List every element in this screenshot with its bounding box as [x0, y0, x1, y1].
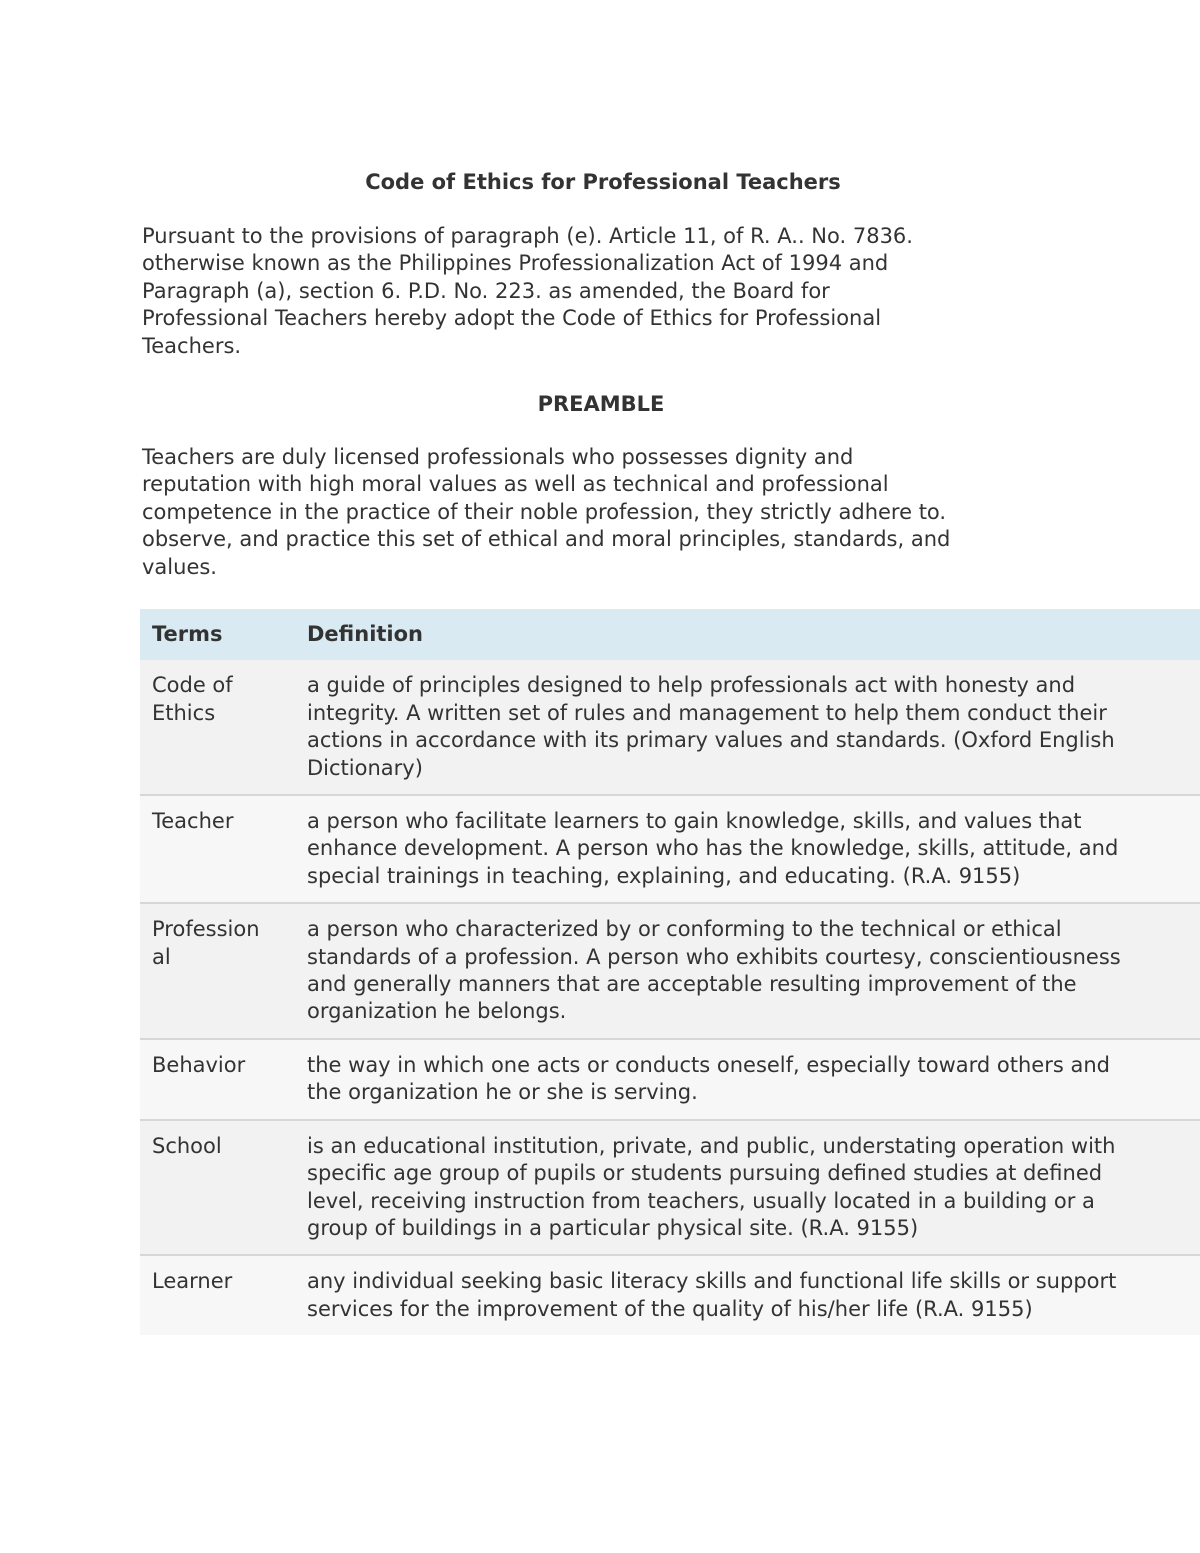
intro-line: otherwise known as the Philippines Professionalization Act of 1994 and [142, 251, 889, 276]
definition-cell [295, 1255, 1200, 1335]
term-text: Learner [152, 1269, 233, 1294]
document-title: Code of Ethics for Professional Teachers [365, 170, 841, 194]
definition-text: group of buildings in a particular physical site. (R.A. 9155) [307, 1215, 919, 1240]
term-text: Ethics [152, 700, 216, 725]
table-header-row [140, 609, 1200, 660]
table-row [140, 1255, 1200, 1335]
definition-text: enhance development. A person who has the knowledge, skills, attitude, and [307, 836, 1119, 861]
term-cell [140, 1120, 295, 1256]
definition-cell [295, 795, 1200, 903]
preamble-line: observe, and practice this set of ethical and moral principles, standards, and [142, 527, 951, 552]
term-cell [140, 660, 295, 795]
table-row [140, 903, 1200, 1039]
intro-line: Teachers. [142, 333, 242, 358]
definition-text: level, receiving instruction from teachers, usually located in a building or a [307, 1188, 1095, 1213]
definition-text: actions in accordance with its primary values and standards. (Oxford English [307, 728, 1115, 753]
definition-text: the way in which one acts or conducts oneself, especially toward others and [307, 1052, 1110, 1077]
terms-definition-table [140, 609, 1200, 1335]
table-row [140, 1039, 1200, 1120]
term-text: Teacher [152, 809, 234, 834]
definition-text: a person who characterized by or conforming to the technical or ethical [307, 917, 1062, 942]
definition-text: special trainings in teaching, explaining, and educating. (R.A. 9155) [307, 863, 1021, 888]
term-text: Behavior [152, 1052, 246, 1077]
definition-cell [295, 660, 1200, 795]
definition-text: specific age group of pupils or students pursuing defined studies at defined [307, 1161, 1103, 1186]
term-cell [140, 903, 295, 1039]
definition-text: integrity. A written set of rules and management to help them conduct their [307, 700, 1107, 725]
definition-text: a guide of principles designed to help professionals act with honesty and [307, 673, 1076, 698]
preamble-heading: PREAMBLE [537, 392, 665, 416]
table-row [140, 1120, 1200, 1256]
intro-line: Professional Teachers hereby adopt the Code of Ethics for Professional [142, 306, 882, 331]
term-text: School [152, 1133, 222, 1158]
table-row [140, 795, 1200, 903]
term-cell [140, 795, 295, 903]
preamble-paragraph [142, 444, 1062, 581]
terms-column-header: Terms [140, 609, 295, 660]
term-cell [140, 1255, 295, 1335]
definition-text: is an educational institution, private, and public, understating operation with [307, 1133, 1116, 1158]
definition-text: standards of a profession. A person who exhibits courtesy, conscientiousness [307, 944, 1121, 969]
definition-cell [295, 1039, 1200, 1120]
preamble-line: reputation with high moral values as well as technical and professional [142, 472, 889, 497]
term-text: Profession [152, 917, 260, 942]
preamble-line: values. [142, 554, 217, 579]
table-row [140, 660, 1200, 795]
definition-text: organization he belongs. [307, 999, 567, 1024]
definition-column-header: Definition [295, 609, 1200, 660]
preamble-line: Teachers are duly licensed professionals who possesses dignity and [142, 445, 854, 469]
intro-paragraph [142, 223, 1062, 360]
definition-text: services for the improvement of the quality of his/her life (R.A. 9155) [307, 1296, 1033, 1321]
definition-text: and generally manners that are acceptable resulting improvement of the [307, 972, 1077, 997]
term-text: al [152, 944, 171, 969]
intro-line: Pursuant to the provisions of paragraph (e). Article 11, of R. A.. No. 7836. [142, 224, 913, 248]
term-text: Code of [152, 673, 233, 698]
definition-text: the organization he or she is serving. [307, 1080, 698, 1105]
definition-cell [295, 1120, 1200, 1256]
definition-cell [295, 903, 1200, 1039]
definition-text: Dictionary) [307, 755, 423, 780]
intro-line: Paragraph (a), section 6. P.D. No. 223. as amended, the Board for [142, 278, 830, 303]
definition-text: a person who facilitate learners to gain knowledge, skills, and values that [307, 809, 1082, 834]
definition-text: any individual seeking basic literacy skills and functional life skills or support [307, 1269, 1117, 1294]
term-cell [140, 1039, 295, 1120]
preamble-line: competence in the practice of their noble profession, they strictly adhere to. [142, 499, 947, 524]
